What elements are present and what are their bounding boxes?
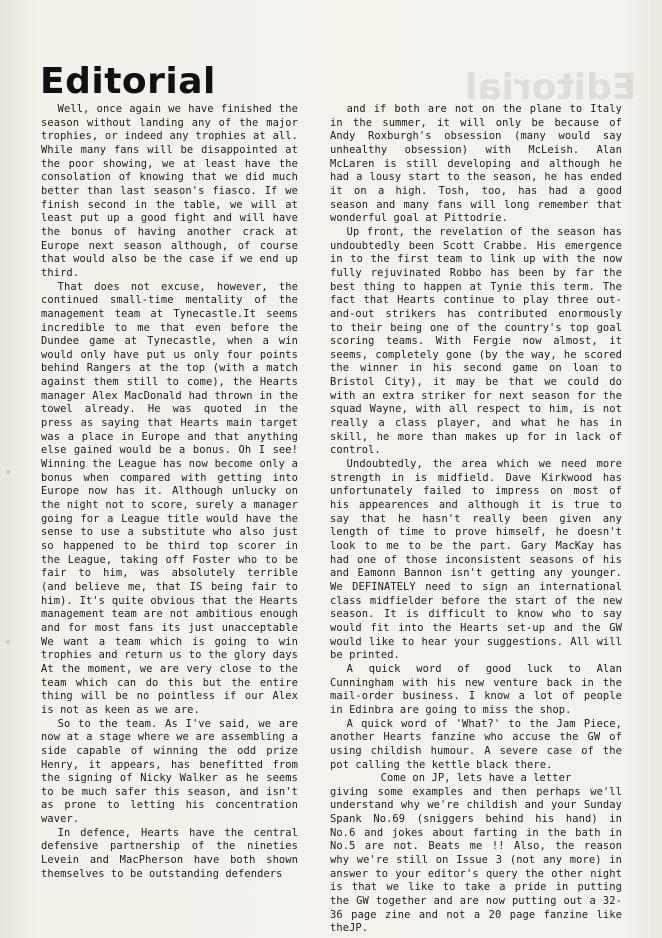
page-title: Editorial xyxy=(40,61,216,102)
punch-mark xyxy=(6,470,10,474)
paragraph: A quick word of 'What?' to the Jam Piece, another Hearts fanzine who accuse the GW of using childish humour. A severe case of the pot calling the kettle black there. xyxy=(330,717,622,771)
paragraph: In defence, Hearts have the central defensive partnership of the nineties Levein and MacPherson have both shown themselves to be outstanding defenders xyxy=(41,826,298,880)
paragraph: and if both are not on the plane to Italy in the summer, it will only be because of Andy Roxburgh's obsession (many would say unhealthy obsession) with McLeish. Alan McLaren is still developing and although he had a lousy start to the season, he has ended it on a high. Tosh, too, has had a good season and many fans will long remember that wonderful goal at Pittodrie. xyxy=(330,103,622,225)
paragraph: Up front, the revelation of the season has undoubtedly been Scott Crabbe. His emergence in to the first team to link up with the now fully rejuvinated Robbo has been by far the best thing to happen at Tynie this term. The fact that Hearts continue to play three out-and-out strikers has contributed enormously to their being one of the country's top goal scoring teams. With Fergie now almost, it seems, completely gone (by the way, he scored the winner in his second game on loan to Bristol City), it may be that we could do with an extra striker for next season for the squad Wayne, with all respect to him, is not really a class player, and what he has in skill, he more than makes up for in lack of control. xyxy=(330,225,622,457)
paragraph: That does not excuse, however, the continued small-time mentality of the management team at Tynecastle.It seems incredible to me that even before the Dundee game at Tynecastle, when a win would only have put us only four points behind Rangers at the top (with a match against them still to come), the Hearts manager Alex MacDonald had thrown in the towel already. He was quoted in the press as saying that Hearts main target was a place in Europe and that anything else gained would be a bonus. Oh I see! Winning the League has now become only a bonus when compared with getting into Europe now has it. Although unlucky on the night not to score, surely a manager going for a League title would have the sense to use a substitute who also just so happened to be third top scorer in the League, taking off Foster who to be fair to him, was absolutely terrible (and believe me, that IS being fair to him). It's quite obvious that the Hearts management team are not ambitious enough and for most fans its just unacceptable We want a team which is going to win trophies and return us to the glory days At the moment, we are very close to the team which can do this but the entire thing will be no pointless if our Alex is not as keen as we are. xyxy=(41,280,298,716)
right-column xyxy=(330,103,622,936)
paragraph: So to the team. As I've said, we are now at a stage where we are assembling a side capable of winning the odd prize Henry, it appears, has benefitted from the signing of Nicky Walker as he seems to be much safer this season, and isn't as prone to letting his concentration waver. xyxy=(41,717,298,826)
show-through-title: Editorial xyxy=(464,67,636,108)
paragraph: A quick word of good luck to Alan Cunningham with his new venture back in the mail-order business. I know a lot of people in Edinbra are going to miss the shop. xyxy=(330,662,622,716)
left-column xyxy=(41,103,298,881)
paragraph: Undoubtedly, the area which we need more strength in is midfield. Dave Kirkwood has unfortunately failed to impress on most of his appearences and although it is true to say that he hasn't really been given any length of time to prove himself, he doesn't look to me to be the part. Gary MacKay has had one of those inconsistent seasons of his and Eamonn Bannon isn't getting any younger. We DEFINATELY need to sign an international class midfielder before the start of the new season. It is difficult to know who to say would fit into the Hearts set-up and the GW would like to hear your suggestions. All will be printed. xyxy=(330,458,622,662)
paragraph: giving some examples and then perhaps we'll understand why we're childish and your Sunday Spank No.69 (sniggers behind his hand) in No.6 and jokes about farting in the bath in No.5 are not. Beats me !! Also, the reason why we're still on Issue 3 (not any more) in answer to your editor's query the other night is that we like to take a pride in putting the GW together and are now putting out a 32-36 page zine and not a 20 page fanzine like theJP. xyxy=(330,785,622,935)
punch-mark xyxy=(6,640,10,644)
paragraph: Well, once again we have finished the season without landing any of the major trophies, or indeed any trophies at all. While many fans will be disappointed at the poor showing, we at least have the consolation of knowing that we did much better than last season's fiasco. If we finish second in the table, we will at least put up a good fight and will have the bonus of having another crack at Europe next season although, of course that would also be the case if we end up third. xyxy=(41,103,298,279)
paragraph-centered-line: Come on JP, lets have a letter xyxy=(380,772,572,785)
